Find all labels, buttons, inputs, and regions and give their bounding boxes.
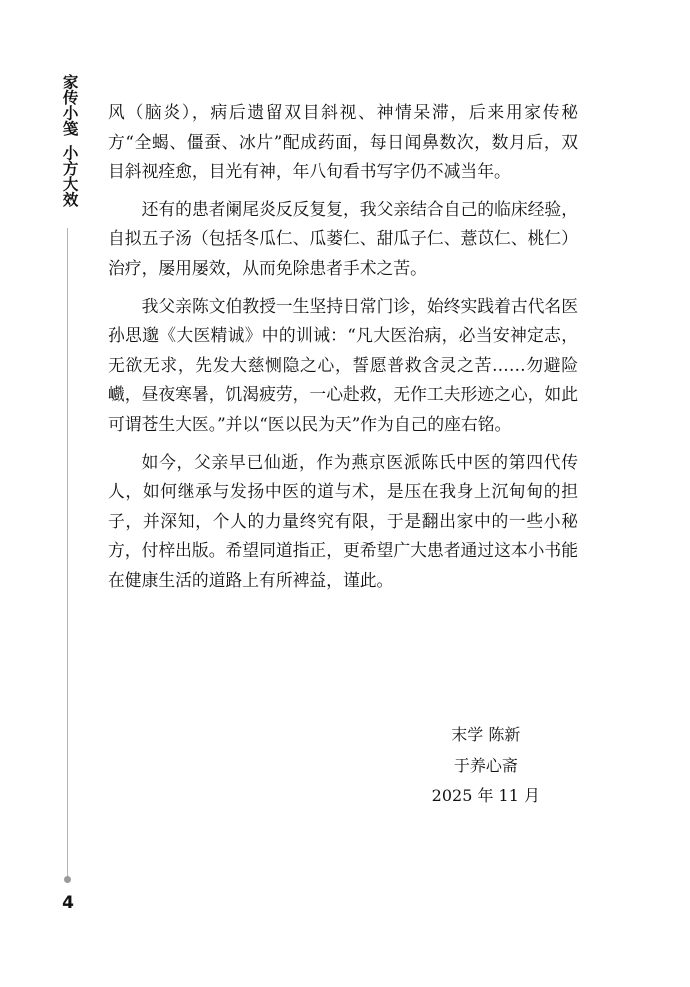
signature-date: 2025 年 11 月 bbox=[431, 786, 540, 805]
paragraph-1: 风（脑炎），病后遗留双目斜视、神情呆滞，后来用家传秘方“全蝎、僵蚕、冰片”配成药面，每日闻鼻数次，数月后，双目斜视痊愈，目光有神，年八旬看书写字仍不减当年。 bbox=[108, 102, 578, 182]
running-title bbox=[60, 74, 78, 207]
sidebar-rule-dot bbox=[64, 876, 71, 883]
running-title-part2: 小方大效 bbox=[60, 145, 79, 207]
paragraph-2: 还有的患者阑尾炎反反复复，我父亲结合自己的临床经验，自拟五子汤（包括冬瓜仁、瓜蒌仁、甜瓜子仁、薏苡仁、桃仁）治疗，屡用屡效，从而免除患者手术之苦。 bbox=[108, 198, 578, 278]
running-title-part1: 家传小笺 bbox=[60, 74, 79, 136]
signature-block bbox=[432, 720, 540, 812]
page-number: 4 bbox=[62, 893, 74, 913]
signature-place: 于养心斋 bbox=[453, 755, 518, 775]
paragraph-3: 我父亲陈文伯教授一生坚持日常门诊，始终实践着古代名医孙思邈《大医精诚》中的训诫：“凡大医治病，必当安神定志，无欲无求，先发大慈恻隐之心，誓愿普救含灵之苦……勿避险巇，昼夜寒暑，饥渴疲劳，一心赴救，无作工夫形迹之心，如此可谓苍生大医。”并以“医以民为天”作为自己的座右铭。 bbox=[108, 295, 578, 434]
signature-author: 末学 陈新 bbox=[451, 725, 521, 744]
sidebar-rule bbox=[67, 228, 68, 883]
running-title-gap bbox=[60, 136, 78, 145]
body-text bbox=[108, 98, 578, 604]
paragraph-4: 如今，父亲早已仙逝，作为燕京医派陈氏中医的第四代传人，如何继承与发扬中医的道与术，是压在我身上沉甸甸的担子，并深知，个人的力量终究有限，于是翻出家中的一些小秘方，付梓出版。希望同道指正，更希望广大患者通过这本小书能在健康生活的道路上有所裨益，谨此。 bbox=[108, 451, 578, 590]
